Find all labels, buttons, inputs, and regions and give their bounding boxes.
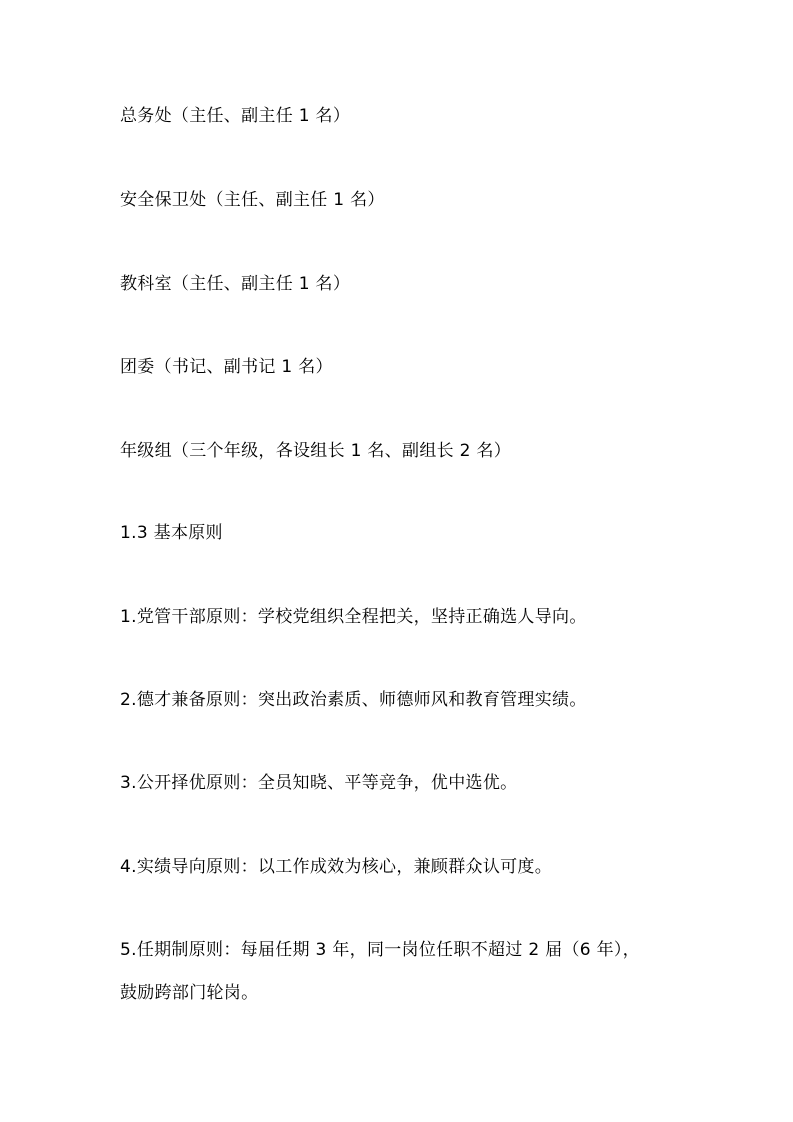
principle-3: 3.公开择优原则：全员知晓、平等竞争，优中选优。	[120, 773, 518, 793]
principle-5: 5.任期制原则：每届任期 3 年，同一岗位任职不超过 2 届（6 年），	[120, 940, 640, 960]
principle-2: 2.德才兼备原则：突出政治素质、师德师风和教育管理实绩。	[120, 690, 587, 710]
section-heading: 1.3 基本原则	[120, 523, 223, 543]
dept-youth-league: 团委（书记、副书记 1 名）	[120, 357, 333, 377]
dept-grade-groups: 年级组（三个年级，各设组长 1 名、副组长 2 名）	[120, 441, 512, 461]
dept-general-affairs: 总务处（主任、副主任 1 名）	[120, 106, 351, 126]
principle-1: 1.党管干部原则：学校党组织全程把关，坚持正确选人导向。	[120, 607, 587, 627]
dept-security: 安全保卫处（主任、副主任 1 名）	[120, 190, 385, 210]
dept-research: 教科室（主任、副主任 1 名）	[120, 274, 351, 294]
principle-5-continued: 鼓励跨部门轮岗。	[120, 983, 259, 1003]
principle-4: 4.实绩导向原则：以工作成效为核心，兼顾群众认可度。	[120, 857, 553, 877]
